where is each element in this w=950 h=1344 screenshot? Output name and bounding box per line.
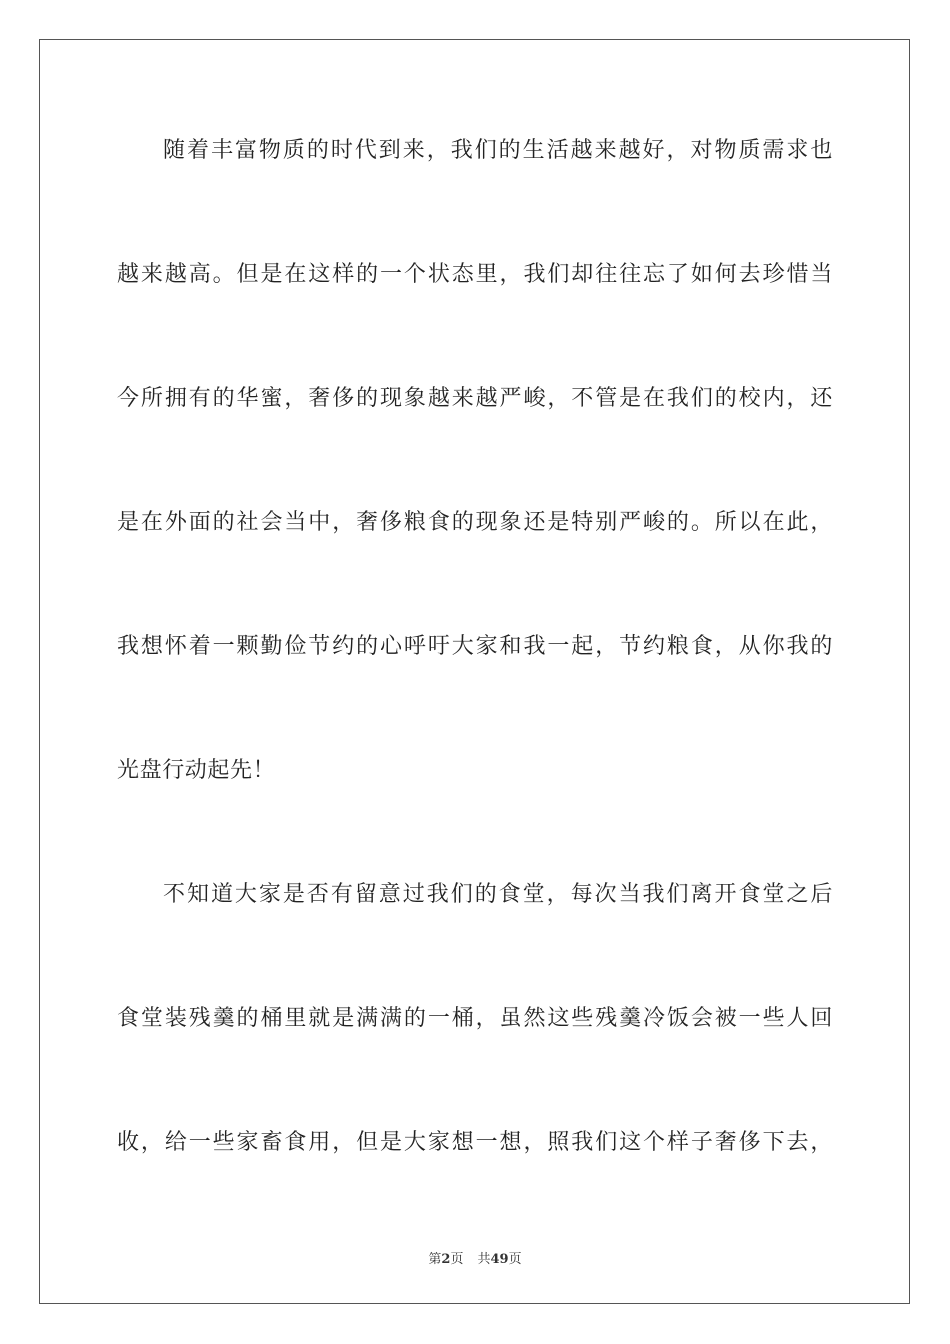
paragraph-2-line-3: 收，给一些家畜食用，但是大家想一想，照我们这个样子奢侈下去， — [117, 1130, 833, 1155]
total-prefix: 共 — [477, 1252, 491, 1267]
page-border — [39, 39, 910, 1304]
paragraph-1-line-4: 是在外面的社会当中，奢侈粮食的现象还是特别严峻的。所以在此， — [117, 510, 833, 535]
page-number: 2 — [441, 1252, 451, 1267]
page-prefix: 第 — [428, 1252, 442, 1267]
total-suffix: 页 — [508, 1252, 522, 1267]
paragraph-2-line-1: 不知道大家是否有留意过我们的食堂，每次当我们离开食堂之后 — [163, 882, 833, 907]
page-footer — [0, 1248, 950, 1267]
paragraph-1-line-6: 光盘行动起先！ — [117, 758, 276, 783]
paragraph-1-line-5: 我想怀着一颗勤俭节约的心呼吁大家和我一起，节约粮食，从你我的 — [117, 634, 833, 659]
page-suffix: 页 — [450, 1252, 464, 1267]
paragraph-1-line-2: 越来越高。但是在这样的一个状态里，我们却往往忘了如何去珍惜当 — [117, 262, 833, 287]
paragraph-1-line-1: 随着丰富物质的时代到来，我们的生活越来越好，对物质需求也 — [163, 138, 833, 163]
paragraph-2-line-2: 食堂装残羹的桶里就是满满的一桶，虽然这些残羹冷饭会被一些人回 — [117, 1006, 833, 1031]
total-pages: 49 — [490, 1252, 509, 1267]
paragraph-1-line-3: 今所拥有的华蜜，奢侈的现象越来越严峻，不管是在我们的校内，还 — [117, 386, 833, 411]
